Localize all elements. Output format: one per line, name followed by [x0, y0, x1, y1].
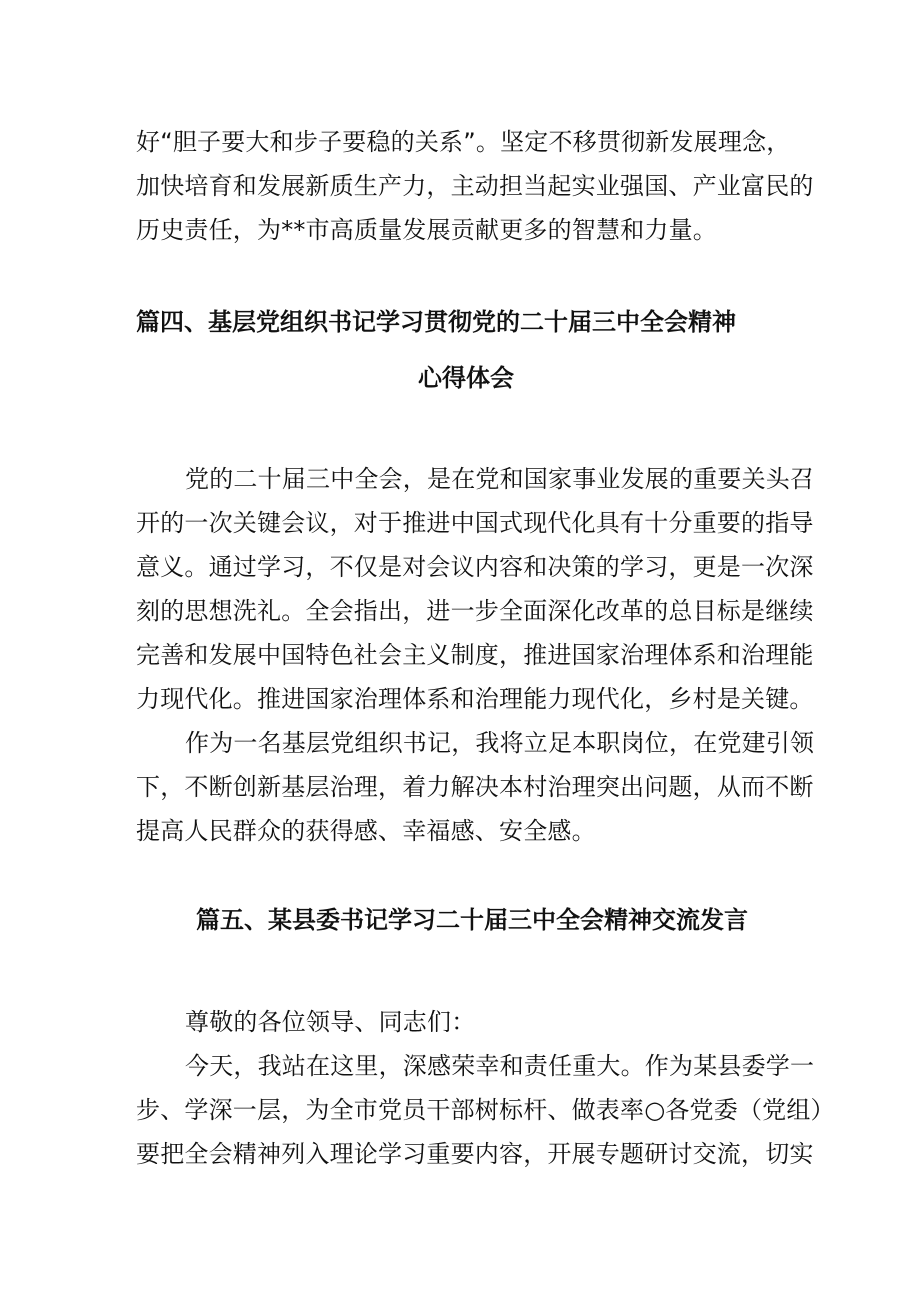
text-line: 要把全会精神列入理论学习重要内容，开展专题研讨交流，切实 — [136, 1140, 814, 1168]
text-line: 开的一次关键会议，对于推进中国式现代化具有十分重要的指导 — [136, 509, 814, 537]
section-heading-subtitle: 心得体会 — [418, 364, 514, 392]
text-line: 意义。通过学习，不仅是对会议内容和决策的学习，更是一次深 — [136, 553, 814, 581]
text-line: 步、学深一层，为全市党员干部树标杆、做表率○各党委（党组） — [136, 1096, 835, 1124]
text-line: 力现代化。推进国家治理体系和治理能力现代化，乡村是关键。 — [136, 685, 814, 713]
text-line: 刻的思想洗礼。全会指出，进一步全面深化改革的总目标是继续 — [136, 597, 814, 625]
text-line: 加快培育和发展新质生产力，主动担当起实业强国、产业富民的 — [136, 172, 814, 200]
text-line: 提高人民群众的获得感、幸福感、安全感。 — [136, 817, 596, 845]
text-line: 今天，我站在这里，深感荣幸和责任重大。作为某县委学一 — [185, 1052, 815, 1080]
text-line: 历史责任，为**市高质量发展贡献更多的智慧和力量。 — [136, 216, 717, 244]
text-line: 作为一名基层党组织书记，我将立足本职岗位，在党建引领 — [185, 729, 815, 757]
text-line: 党的二十届三中全会，是在党和国家事业发展的重要关头召 — [185, 465, 815, 493]
section-heading: 篇五、某县委书记学习二十届三中全会精神交流发言 — [196, 906, 748, 934]
salutation: 尊敬的各位领导、同志们： — [185, 1008, 476, 1036]
text-line: 好“胆子要大和步子要稳的关系”。坚定不移贯彻新发展理念， — [136, 128, 791, 156]
text-line: 完善和发展中国特色社会主义制度，推进国家治理体系和治理能 — [136, 641, 814, 669]
section-heading: 篇四、基层党组织书记学习贯彻党的二十届三中全会精神 — [136, 308, 736, 336]
text-line: 下，不断创新基层治理，着力解决本村治理突出问题，从而不断 — [136, 773, 814, 801]
